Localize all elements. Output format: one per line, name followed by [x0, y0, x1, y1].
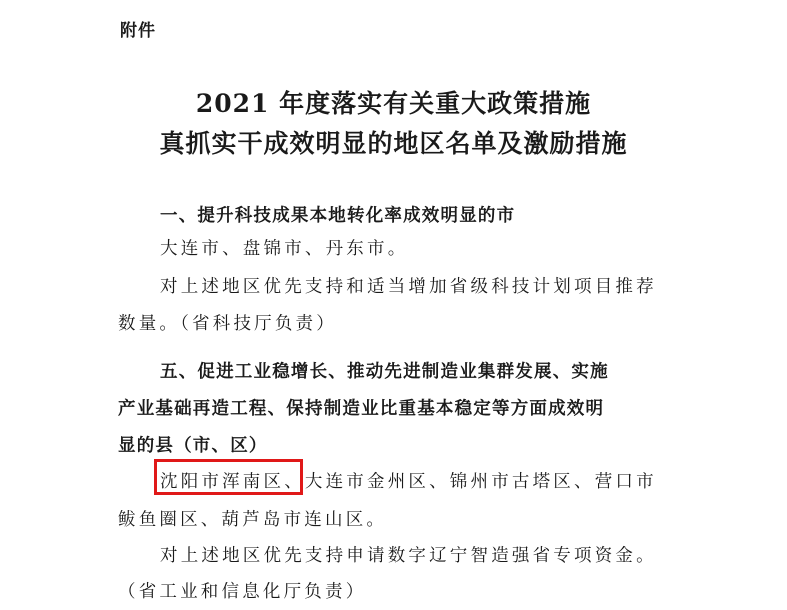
red-highlight-box: [154, 459, 303, 495]
document-title-line-1: 2021 年度落实有关重大政策措施: [195, 89, 592, 118]
section-1-measure-line-2: 数量。（省科技厅负责）: [118, 314, 337, 334]
highlighted-region: 沈阳市浑南区、: [160, 472, 305, 492]
document-title-line-2: 真抓实干成效明显的地区名单及激励措施: [159, 129, 628, 158]
section-5-heading-line-3: 显的县（市、区）: [118, 436, 268, 456]
section-1-heading: 一、提升科技成果本地转化率成效明显的市: [160, 206, 516, 226]
section-1-regions: 大连市、盘锦市、丹东市。: [160, 239, 409, 259]
section-5-measure-line-2: （省工业和信息化厅负责）: [118, 582, 367, 602]
region-list-rest: 大连市金州区、锦州市古塔区、营口市: [304, 472, 657, 492]
section-1-measure-line-1: 对上述地区优先支持和适当增加省级科技计划项目推荐: [160, 277, 657, 297]
section-5-heading-line-1: 五、促进工业稳增长、推动先进制造业集群发展、实施: [160, 362, 609, 382]
section-5-measure-line-1: 对上述地区优先支持申请数字辽宁智造强省专项资金。: [160, 546, 657, 566]
section-5-heading-line-2: 产业基础再造工程、保持制造业比重基本稳定等方面成效明: [118, 399, 605, 419]
section-5-regions-line-2: 鲅鱼圈区、葫芦岛市连山区。: [118, 510, 388, 530]
attachment-label: 附件: [120, 21, 156, 41]
